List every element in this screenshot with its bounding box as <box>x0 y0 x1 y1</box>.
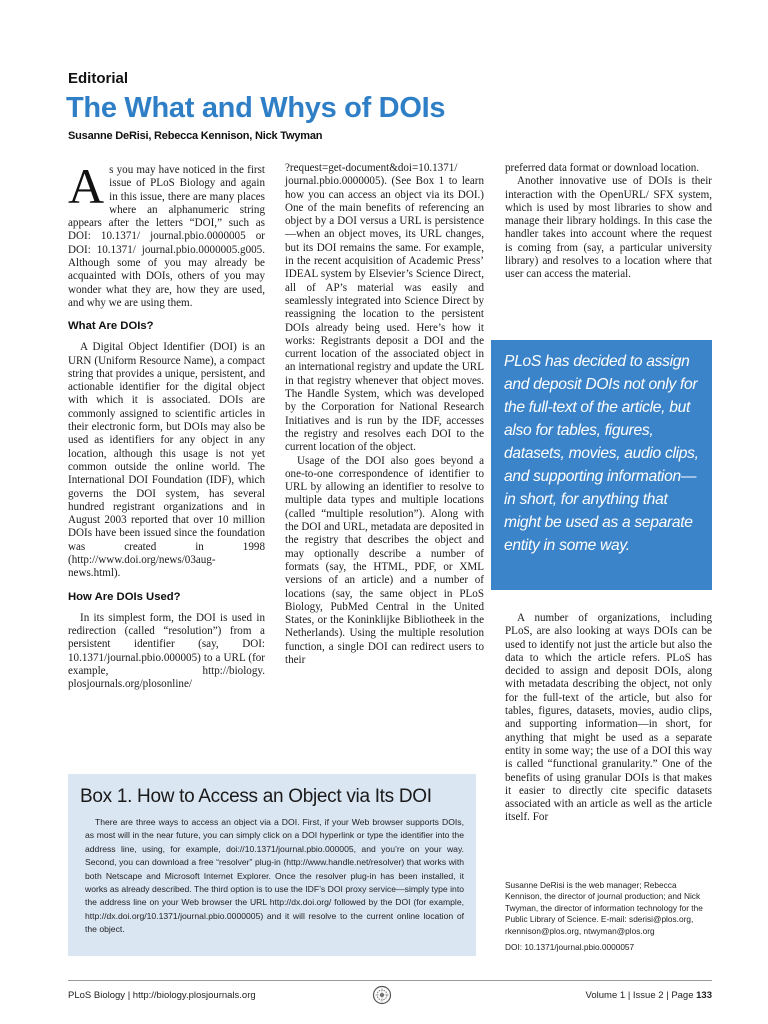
intro-paragraph <box>68 158 265 310</box>
section2-paragraph-preferred: preferred data format or download location. <box>505 162 700 174</box>
section2-paragraph-granularity: A number of organizations, including PLoS, are also looking at ways DOIs can be used to identify not just the article but also the data to which the article refers. PLoS has decided to assign and deposit DOIs, along with metadata describing the object, not only for the full-text of the article, but also for tables, figures, datasets, movies, audio clips, and supporting information—in short, for anything that might be used as a separate entity in some way; the use of a DOI this way is called “functional granularity.” One of the benefits of using granular DOIs is that makes it easier to directly cite specific datasets associated with an article as well as the article itself. For <box>505 612 712 824</box>
article-authors: Susanne DeRisi, Rebecca Kennison, Nick Twyman <box>68 130 323 142</box>
footer-divider <box>68 980 712 981</box>
intro-text: s you may have noticed in the first issue of PLoS Biology and again in this issue, there are many places where an alphanumeric string appears after the letters “DOI,” such as DOI: 10.1371/ journal.pbio.0000005 or DOI: 10.1371/ journal.pbio.0000005.g005. Although some of you may already be acquainted with DOIs, others of you may wonder what they are, how they are used, and why we are using them. <box>68 164 265 309</box>
box-1-body: There are three ways to access an object via a DOI. First, if your Web browser supports DOIs, as most will in the near future, you can simply click on a DOI hyperlink or type the identifier into the address line, using, for example, doi://10.1371/journal.pbio.000005, and you’re on your way. Second, you can download a free “resolver” plug-in (http://www.handle.net/resolver) that works with both Netscape and Microsoft Internet Explorer. Once the resolver plug-in has been installed, it works as already described. The third option is to use the IDF’s DOI proxy service—simply type into the address line on your Web browser the URL http://dx.doi.org/ followed by the DOI (for example, http://dx.doi.org/10.1371/journal.pbio.0000005) and it will resolve to the current online location of the object. <box>85 817 464 935</box>
footer-page-info: Volume 1 | Issue 2 | Page 133 <box>585 990 712 1001</box>
box-1 <box>68 774 476 956</box>
section2-paragraph-continued: ?request=get-document&doi=10.1371/ journal.pbio.0000005). (See Box 1 to learn how you can access an object via its DOI.) One of the main benefits of referencing an object by a DOI versus a URL is persistence—when an object moves, its URL changes, but its DOI remains the same. For example, in the recent acquisition of Academic Press’ IDEAL system by Elsevier’s Science Direct, all of AP’s material was easily and seamlessly integrated into Science Direct by reassigning the location to the persistent DOIs already being used. Here’s how it works: Registrants deposit a DOI and the current location of the associated object in an international registry and update the URL in that registry whenever that object moves. The Handle System, which was developed by the Corporation for National Research Initiatives and is run by the IDF, accesses the registry and resolves each DOI to the current location of the object. <box>285 162 484 454</box>
section2-paragraph-multiple-resolution: Usage of the DOI also goes beyond a one-to-one correspondence of identifier to URL by allowing an identifier to resolve to multiple data types and multiple locations (called “multiple resolution”). Along with the DOI and URL, metadata are deposited in the registry that describes the object and may optionally describe a number of formats (say, the HTML, PDF, or XML versions of an article) and a number of locations (say, the same object in PLoS Biology, PubMed Central in the United States, or the Koninklijke Bibliotheek in the Netherlands). Using the multiple resolution function, a single DOI can redirect users to their <box>285 454 484 666</box>
column-3-bottom <box>505 612 712 825</box>
pull-quote-text: PLoS has decided to assign and deposit DOIs not only for the full-text of the article, but also for tables, figures, datasets, movies, audio clips, and supporting information—in short, for anything that might be used as a separate entity in some way. <box>504 353 699 554</box>
drop-cap: A <box>68 158 105 214</box>
doi-note: DOI: 10.1371/journal.pbio.0000057 <box>505 942 635 952</box>
article-title: The What and Whys of DOIs <box>66 92 446 124</box>
footer-separator: | <box>127 990 133 1001</box>
pull-quote <box>491 340 712 590</box>
footer-issue: Issue 2 <box>632 990 664 1001</box>
column-2 <box>285 162 484 667</box>
section2-paragraph-openurl: Another innovative use of DOIs is their interaction with the OpenURL/ SFX system, which is used by most libraries to show and manage their library holdings. In this case the handler takes into account where the request is coming from (say, a particular university library) and resolves to a location where that user can access the material. <box>505 175 712 281</box>
section-label: Editorial <box>68 70 129 87</box>
section2-paragraph-start: In its simplest form, the DOI is used in redirection (called “resolution”) from a persistent identifier (say, DOI: 10.1371/journal.pbio.000005) to a URL (for example, http://biology. plosjournals.org/plosonline/ <box>68 611 265 691</box>
column-1 <box>68 158 265 691</box>
footer-journal <box>68 990 256 1001</box>
footer-volume: Volume 1 <box>585 990 626 1001</box>
footer-journal-name: PLoS Biology <box>68 990 126 1001</box>
author-note: Susanne DeRisi is the web manager; Rebecca Kennison, the director of journal production; and Nick Twyman, the director of information technology for the Public Library of Science. E-mail: sderisi@plos.org, rkennison@plos.org, ntwyman@plos.org <box>505 880 703 936</box>
section-heading-what-are-dois: What Are DOIs? <box>68 320 154 333</box>
footer-page-label: Page <box>671 990 694 1001</box>
footer-page-number: 133 <box>696 990 712 1001</box>
box-1-title: Box 1. How to Access an Object via Its DOI <box>80 786 432 807</box>
footer-journal-url[interactable]: http://biology.plosjournals.org <box>132 990 256 1001</box>
column-3-top <box>505 162 712 282</box>
section1-paragraph: A Digital Object Identifier (DOI) is an URN (Uniform Resource Name), a compact string that provides a unique, persistent, and actionable identifier for the digital object with which it is associated. DOIs are commonly assigned to scientific articles in their electronic form, but DOIs may also be used as identifiers for any object in any location, although this usage is not yet common outside the online world. The International DOI Foundation (IDF), which governs the DOI system, has several hundred registrant organizations and in August 2003 reported that over 10 million DOIs have been issued since the foundation was created in 1998 (http://www.doi.org/news/03aug-news.html). <box>68 341 265 580</box>
section-heading-how-are-dois-used: How Are DOIs Used? <box>68 590 181 603</box>
plos-logo-icon <box>372 985 392 1005</box>
